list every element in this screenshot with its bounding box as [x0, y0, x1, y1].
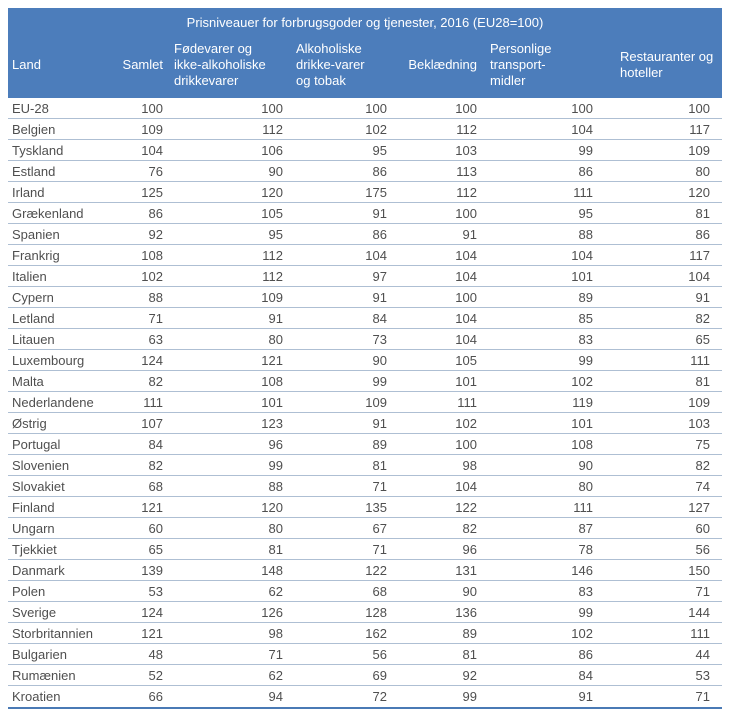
- value-cell-foedevarer: 106: [261, 142, 283, 158]
- table-title: Prisniveauer for forbrugsgoder og tjenester, 2016 (EU28=100): [186, 15, 544, 30]
- column-header-transportmidler: [482, 41, 598, 89]
- country-cell: Sverige: [12, 604, 57, 620]
- column-header-samlet: Samlet: [122, 57, 163, 72]
- value-cell-transportmidler: 101: [571, 268, 593, 284]
- country-cell: Litauen: [12, 331, 55, 347]
- value-cell-alkoholiske: 90: [372, 352, 387, 368]
- value-cell-restauranter: 75: [695, 436, 710, 452]
- value-cell-foedevarer: 109: [261, 289, 283, 305]
- value-cell-beklaedning: 81: [462, 646, 477, 662]
- value-cell-samlet: 107: [141, 415, 163, 431]
- value-cell-transportmidler: 102: [571, 373, 593, 389]
- value-cell-transportmidler: 86: [578, 163, 593, 179]
- value-cell-restauranter: 104: [688, 268, 710, 284]
- table-row: [8, 455, 722, 476]
- table-row: [8, 245, 722, 266]
- value-cell-transportmidler: 119: [572, 394, 593, 410]
- value-cell-transportmidler: 91: [578, 689, 593, 704]
- table-row: [8, 182, 722, 203]
- value-cell-alkoholiske: 73: [372, 331, 387, 347]
- column-header-land: Land: [12, 57, 41, 72]
- value-cell-foedevarer: 112: [262, 247, 283, 263]
- value-cell-samlet: 108: [141, 247, 163, 263]
- value-cell-beklaedning: 99: [462, 689, 477, 704]
- value-cell-beklaedning: 105: [455, 352, 477, 368]
- country-cell: Slovakiet: [12, 478, 65, 494]
- table-row: [8, 350, 722, 371]
- table-row: [8, 644, 722, 665]
- country-cell: Bulgarien: [12, 646, 67, 662]
- country-cell: Slovenien: [12, 457, 70, 473]
- value-cell-foedevarer: 96: [268, 436, 283, 452]
- table-row: [8, 686, 722, 707]
- value-cell-samlet: 88: [148, 289, 163, 305]
- country-cell: Irland: [12, 184, 45, 200]
- value-cell-samlet: 76: [148, 163, 163, 179]
- value-cell-restauranter: 103: [688, 415, 710, 431]
- value-cell-beklaedning: 98: [462, 457, 477, 473]
- table-row: [8, 497, 722, 518]
- country-cell: Storbritannien: [12, 625, 93, 641]
- value-cell-restauranter: 117: [689, 121, 710, 137]
- value-cell-transportmidler: 111: [573, 499, 593, 515]
- value-cell-restauranter: 109: [688, 394, 710, 410]
- value-cell-foedevarer: 80: [268, 520, 283, 536]
- value-cell-alkoholiske: 122: [365, 562, 387, 578]
- value-cell-restauranter: 53: [695, 667, 710, 683]
- value-cell-beklaedning: 100: [455, 436, 477, 452]
- value-cell-samlet: 92: [148, 226, 163, 242]
- value-cell-transportmidler: 101: [571, 415, 593, 431]
- value-cell-samlet: 124: [141, 352, 163, 368]
- value-cell-beklaedning: 122: [455, 499, 477, 515]
- value-cell-restauranter: 127: [688, 499, 710, 515]
- country-cell: Finland: [12, 499, 55, 515]
- value-cell-restauranter: 91: [695, 289, 710, 305]
- country-cell: EU-28: [12, 100, 49, 116]
- table-header-band: [8, 8, 722, 98]
- table-row: [8, 371, 722, 392]
- value-cell-foedevarer: 101: [261, 394, 283, 410]
- column-header-restauranter: [598, 49, 722, 81]
- value-cell-beklaedning: 90: [462, 583, 477, 599]
- value-cell-samlet: 60: [148, 520, 163, 536]
- value-cell-beklaedning: 112: [456, 121, 477, 137]
- country-cell: Østrig: [12, 415, 47, 431]
- value-cell-restauranter: 74: [695, 478, 710, 494]
- table-row: [8, 434, 722, 455]
- value-cell-samlet: 65: [148, 541, 163, 557]
- country-cell: Cypern: [12, 289, 54, 305]
- country-cell: Polen: [12, 583, 46, 599]
- value-cell-alkoholiske: 175: [365, 184, 387, 200]
- table-row: [8, 623, 722, 644]
- value-cell-restauranter: 100: [688, 100, 710, 116]
- value-cell-samlet: 66: [148, 689, 163, 704]
- value-cell-samlet: 111: [143, 394, 163, 410]
- value-cell-beklaedning: 104: [455, 268, 477, 284]
- value-cell-alkoholiske: 86: [372, 163, 387, 179]
- value-cell-restauranter: 109: [688, 142, 710, 158]
- value-cell-transportmidler: 80: [578, 478, 593, 494]
- value-cell-foedevarer: 120: [261, 184, 283, 200]
- table-row: [8, 476, 722, 497]
- value-cell-foedevarer: 120: [261, 499, 283, 515]
- country-cell: Belgien: [12, 121, 56, 137]
- table-row: [8, 392, 722, 413]
- value-cell-samlet: 121: [141, 499, 163, 515]
- value-cell-beklaedning: 111: [457, 394, 477, 410]
- country-cell: Letland: [12, 310, 55, 326]
- value-cell-samlet: 63: [148, 331, 163, 347]
- value-cell-transportmidler: 78: [578, 541, 593, 557]
- value-cell-alkoholiske: 56: [372, 646, 387, 662]
- value-cell-alkoholiske: 128: [365, 604, 387, 620]
- value-cell-samlet: 82: [148, 373, 163, 389]
- value-cell-foedevarer: 126: [261, 604, 283, 620]
- value-cell-foedevarer: 81: [268, 541, 283, 557]
- value-cell-alkoholiske: 99: [372, 373, 387, 389]
- value-cell-beklaedning: 136: [455, 604, 477, 620]
- value-cell-foedevarer: 112: [262, 121, 283, 137]
- value-cell-samlet: 100: [141, 100, 163, 116]
- column-header-beklaedning: Beklædning: [408, 57, 477, 72]
- country-cell: Nederlandene: [12, 394, 94, 410]
- table-row: [8, 539, 722, 560]
- value-cell-transportmidler: 84: [578, 667, 593, 683]
- country-cell: Estland: [12, 163, 56, 179]
- column-header-alkoholiske: [288, 41, 392, 89]
- table-body: [8, 98, 722, 709]
- value-cell-alkoholiske: 162: [365, 625, 387, 641]
- country-cell: Ungarn: [12, 520, 55, 536]
- value-cell-samlet: 124: [141, 604, 163, 620]
- value-cell-samlet: 82: [148, 457, 163, 473]
- value-cell-alkoholiske: 95: [372, 142, 387, 158]
- value-cell-beklaedning: 100: [455, 289, 477, 305]
- value-cell-alkoholiske: 69: [372, 667, 387, 683]
- value-cell-restauranter: 144: [688, 604, 710, 620]
- value-cell-transportmidler: 99: [578, 604, 593, 620]
- value-cell-beklaedning: 104: [455, 310, 477, 326]
- value-cell-transportmidler: 87: [578, 520, 593, 536]
- value-cell-restauranter: 44: [695, 646, 710, 662]
- value-cell-foedevarer: 62: [268, 583, 283, 599]
- value-cell-restauranter: 80: [695, 163, 710, 179]
- value-cell-foedevarer: 99: [268, 457, 283, 473]
- table-row: [8, 203, 722, 224]
- value-cell-transportmidler: 86: [578, 646, 593, 662]
- table-row: [8, 308, 722, 329]
- value-cell-samlet: 109: [141, 121, 163, 137]
- value-cell-transportmidler: 83: [578, 331, 593, 347]
- value-cell-foedevarer: 90: [268, 163, 283, 179]
- value-cell-samlet: 125: [141, 184, 163, 200]
- value-cell-alkoholiske: 84: [372, 310, 387, 326]
- value-cell-beklaedning: 113: [456, 163, 477, 179]
- value-cell-alkoholiske: 91: [372, 415, 387, 431]
- value-cell-alkoholiske: 104: [365, 247, 387, 263]
- value-cell-restauranter: 81: [695, 373, 710, 389]
- country-cell: Danmark: [12, 562, 65, 578]
- value-cell-foedevarer: 112: [262, 268, 283, 284]
- value-cell-beklaedning: 104: [455, 478, 477, 494]
- value-cell-samlet: 53: [148, 583, 163, 599]
- value-cell-restauranter: 117: [689, 247, 710, 263]
- table-row: [8, 287, 722, 308]
- value-cell-restauranter: 65: [695, 331, 710, 347]
- table-row: [8, 602, 722, 623]
- value-cell-restauranter: 81: [695, 205, 710, 221]
- value-cell-alkoholiske: 71: [372, 478, 387, 494]
- value-cell-beklaedning: 89: [462, 625, 477, 641]
- value-cell-foedevarer: 91: [268, 310, 283, 326]
- column-header-label: Fødevarer og ikke-alkoholiske drikkevarer: [174, 41, 266, 88]
- value-cell-alkoholiske: 91: [372, 289, 387, 305]
- value-cell-transportmidler: 88: [578, 226, 593, 242]
- column-header-row: [8, 32, 722, 98]
- table-row: [8, 98, 722, 119]
- table-row: [8, 224, 722, 245]
- value-cell-restauranter: 71: [695, 583, 710, 599]
- country-cell: Spanien: [12, 226, 60, 242]
- value-cell-alkoholiske: 102: [365, 121, 387, 137]
- value-cell-samlet: 68: [148, 478, 163, 494]
- value-cell-foedevarer: 71: [268, 646, 283, 662]
- value-cell-alkoholiske: 81: [372, 457, 387, 473]
- value-cell-beklaedning: 96: [462, 541, 477, 557]
- value-cell-foedevarer: 105: [261, 205, 283, 221]
- value-cell-transportmidler: 104: [571, 247, 593, 263]
- value-cell-foedevarer: 98: [268, 625, 283, 641]
- value-cell-beklaedning: 82: [462, 520, 477, 536]
- column-header-label: Alkoholiske drikke-varer og tobak: [296, 41, 365, 88]
- value-cell-transportmidler: 89: [578, 289, 593, 305]
- value-cell-samlet: 71: [148, 310, 163, 326]
- table-row: [8, 581, 722, 602]
- country-cell: Luxembourg: [12, 352, 85, 368]
- value-cell-alkoholiske: 97: [372, 268, 387, 284]
- column-header-label: Personlige transport-midler: [490, 41, 552, 88]
- value-cell-beklaedning: 102: [455, 415, 477, 431]
- value-cell-restauranter: 120: [688, 184, 710, 200]
- value-cell-foedevarer: 94: [268, 689, 283, 704]
- value-cell-foedevarer: 88: [268, 478, 283, 494]
- value-cell-foedevarer: 148: [261, 562, 283, 578]
- value-cell-restauranter: 82: [695, 310, 710, 326]
- value-cell-transportmidler: 85: [578, 310, 593, 326]
- value-cell-alkoholiske: 68: [372, 583, 387, 599]
- value-cell-foedevarer: 121: [261, 352, 283, 368]
- country-cell: Grækenland: [12, 205, 84, 221]
- value-cell-beklaedning: 104: [455, 331, 477, 347]
- value-cell-transportmidler: 99: [578, 352, 593, 368]
- value-cell-beklaedning: 104: [455, 247, 477, 263]
- value-cell-transportmidler: 104: [571, 121, 593, 137]
- column-header-label: Restauranter og hoteller: [620, 49, 714, 80]
- value-cell-restauranter: 111: [690, 625, 710, 641]
- value-cell-alkoholiske: 71: [372, 541, 387, 557]
- value-cell-samlet: 139: [141, 562, 163, 578]
- table-row: [8, 329, 722, 350]
- value-cell-alkoholiske: 86: [372, 226, 387, 242]
- value-cell-beklaedning: 131: [455, 562, 477, 578]
- country-cell: Kroatien: [12, 689, 61, 704]
- value-cell-beklaedning: 92: [462, 667, 477, 683]
- country-cell: Tyskland: [12, 142, 64, 158]
- value-cell-samlet: 86: [148, 205, 163, 221]
- value-cell-transportmidler: 102: [571, 625, 593, 641]
- value-cell-beklaedning: 100: [455, 100, 477, 116]
- table-row: [8, 560, 722, 581]
- value-cell-samlet: 52: [148, 667, 163, 683]
- table-row: [8, 140, 722, 161]
- value-cell-transportmidler: 90: [578, 457, 593, 473]
- value-cell-transportmidler: 146: [571, 562, 593, 578]
- value-cell-beklaedning: 101: [455, 373, 477, 389]
- value-cell-beklaedning: 112: [456, 184, 477, 200]
- value-cell-samlet: 48: [148, 646, 163, 662]
- price-level-table: [8, 8, 722, 709]
- value-cell-transportmidler: 99: [578, 142, 593, 158]
- value-cell-samlet: 104: [141, 142, 163, 158]
- value-cell-beklaedning: 91: [462, 226, 477, 242]
- country-cell: Rumænien: [12, 667, 76, 683]
- value-cell-samlet: 102: [141, 268, 163, 284]
- value-cell-alkoholiske: 72: [372, 689, 387, 704]
- value-cell-restauranter: 86: [695, 226, 710, 242]
- value-cell-alkoholiske: 109: [365, 394, 387, 410]
- value-cell-foedevarer: 108: [261, 373, 283, 389]
- table-row: [8, 518, 722, 539]
- table-row: [8, 413, 722, 434]
- country-cell: Portugal: [12, 436, 61, 452]
- value-cell-transportmidler: 108: [571, 436, 593, 452]
- table-row: [8, 665, 722, 686]
- value-cell-restauranter: 56: [695, 541, 710, 557]
- value-cell-foedevarer: 123: [261, 415, 283, 431]
- table-row: [8, 161, 722, 182]
- value-cell-restauranter: 111: [690, 352, 710, 368]
- value-cell-alkoholiske: 135: [365, 499, 387, 515]
- column-header-foedevarer: [168, 41, 288, 89]
- value-cell-samlet: 84: [148, 436, 163, 452]
- value-cell-restauranter: 82: [695, 457, 710, 473]
- country-cell: Tjekkiet: [12, 541, 57, 557]
- value-cell-restauranter: 60: [695, 520, 710, 536]
- value-cell-samlet: 121: [141, 625, 163, 641]
- value-cell-transportmidler: 83: [578, 583, 593, 599]
- value-cell-transportmidler: 111: [573, 184, 593, 200]
- country-cell: Frankrig: [12, 247, 60, 263]
- table-row: [8, 266, 722, 287]
- value-cell-beklaedning: 100: [455, 205, 477, 221]
- value-cell-restauranter: 71: [695, 689, 710, 704]
- value-cell-alkoholiske: 67: [372, 520, 387, 536]
- value-cell-foedevarer: 95: [268, 226, 283, 242]
- value-cell-beklaedning: 103: [455, 142, 477, 158]
- value-cell-foedevarer: 100: [261, 100, 283, 116]
- value-cell-alkoholiske: 91: [372, 205, 387, 221]
- value-cell-foedevarer: 62: [268, 667, 283, 683]
- value-cell-restauranter: 150: [688, 562, 710, 578]
- value-cell-alkoholiske: 89: [372, 436, 387, 452]
- table-row: [8, 119, 722, 140]
- country-cell: Malta: [12, 373, 44, 389]
- value-cell-transportmidler: 100: [571, 100, 593, 116]
- country-cell: Italien: [12, 268, 47, 284]
- value-cell-alkoholiske: 100: [365, 100, 387, 116]
- value-cell-foedevarer: 80: [268, 331, 283, 347]
- value-cell-transportmidler: 95: [578, 205, 593, 221]
